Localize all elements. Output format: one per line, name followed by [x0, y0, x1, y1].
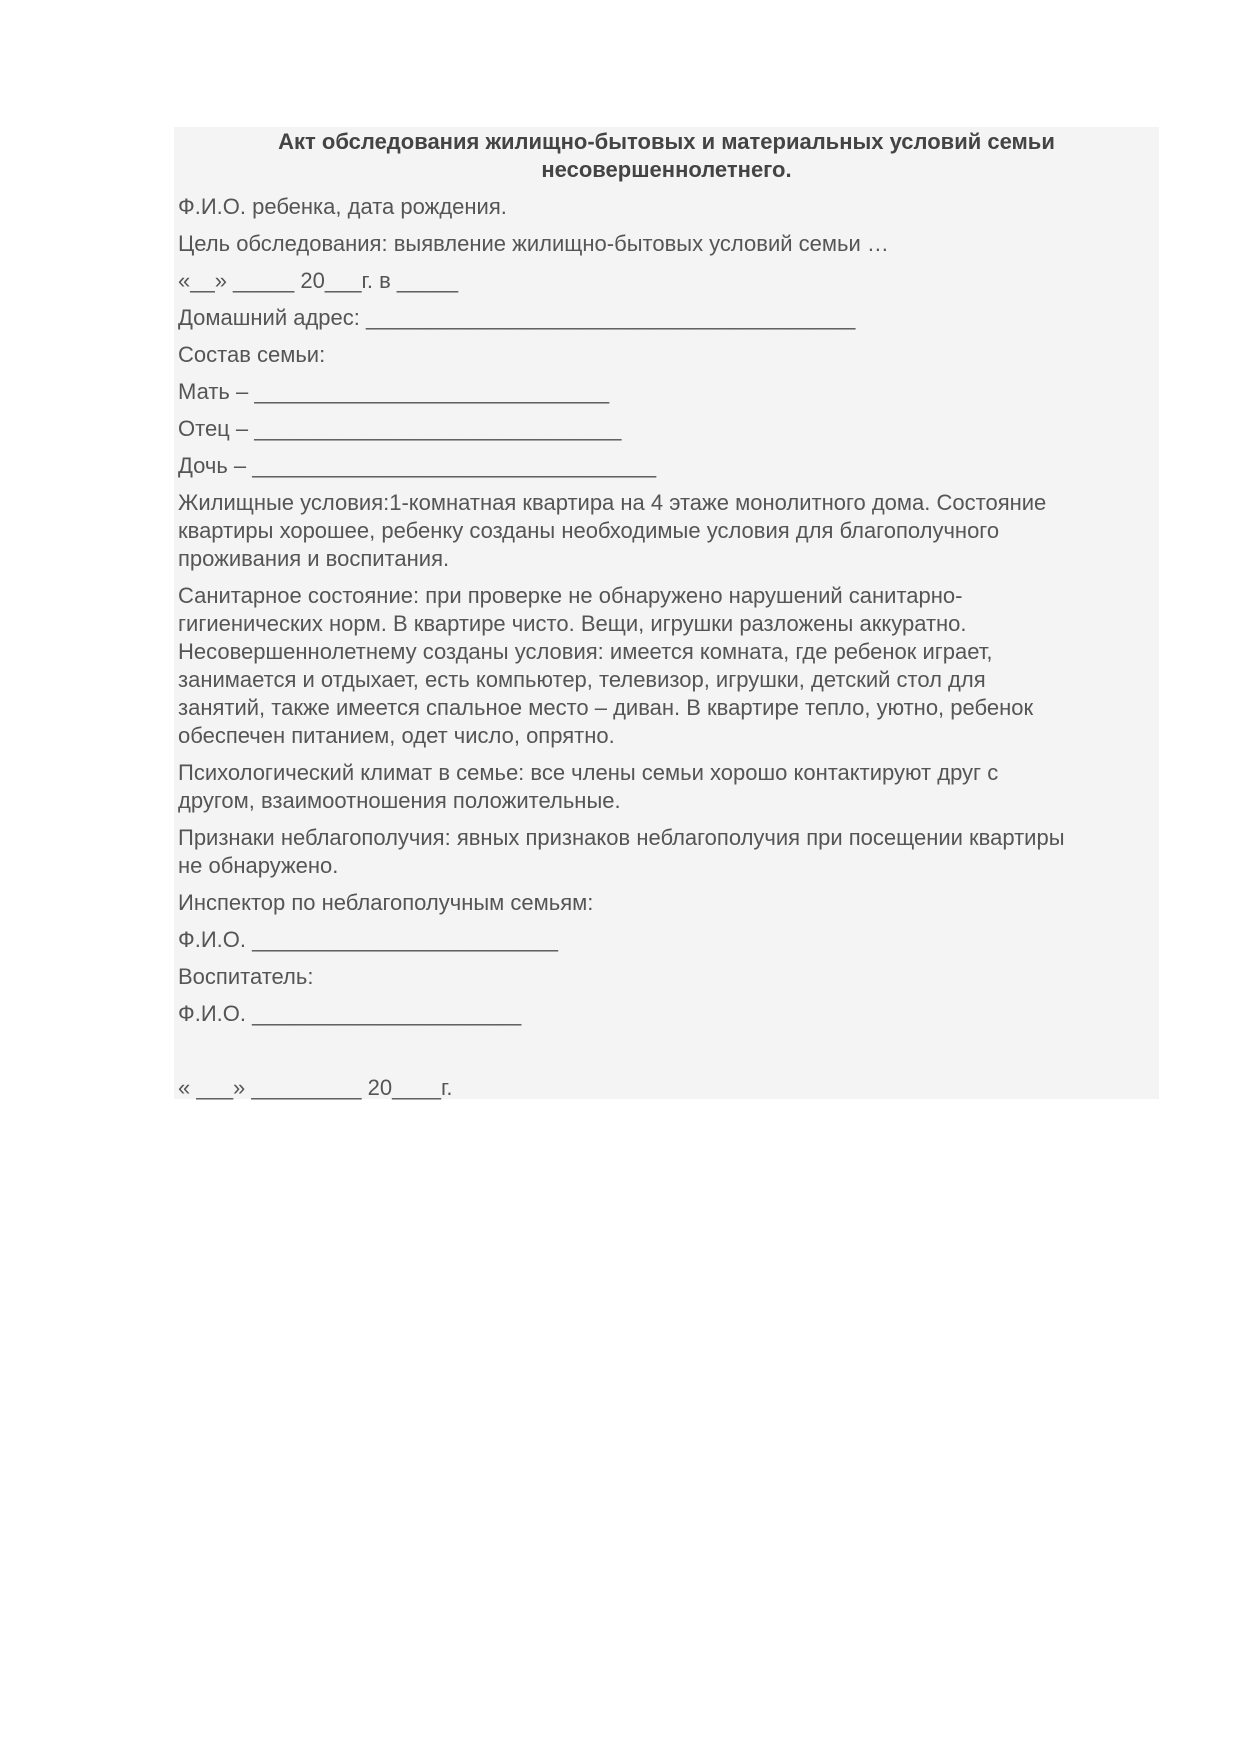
- sanitary-condition-line: гигиенических норм. В квартире чисто. Вещи, игрушки разложены аккуратно.: [178, 611, 967, 636]
- educator-heading: Воспитатель:: [178, 964, 314, 989]
- psychological-climate-line: другом, взаимоотношения положительные.: [178, 788, 621, 813]
- distress-signs-line: не обнаружено.: [178, 853, 339, 878]
- distress-signs-paragraph: [174, 824, 1159, 880]
- distress-signs-line: Признаки неблагополучия: явных признаков неблагополучия при посещении квартиры: [178, 825, 1065, 850]
- family-father: Отец – ______________________________: [178, 416, 622, 441]
- survey-date-place: «__» _____ 20___г. в _____: [178, 268, 459, 293]
- living-conditions-line: квартиры хорошее, ребенку созданы необходимые условия для благополучного: [178, 518, 1000, 543]
- home-address: Домашний адрес: ________________________________________: [178, 305, 856, 330]
- title-line-2: несовершеннолетнего.: [541, 157, 792, 182]
- sanitary-condition-line: Санитарное состояние: при проверке не обнаружено нарушений санитарно-: [178, 583, 963, 608]
- inspector-name-field: Ф.И.О. _________________________: [178, 927, 558, 952]
- sanitary-condition-line: обеспечен питанием, одет число, опрятно.: [178, 723, 615, 748]
- family-daughter: Дочь – _________________________________: [178, 453, 657, 478]
- educator-name-field: Ф.И.О. ______________________: [178, 1001, 522, 1026]
- title-line-1: Акт обследования жилищно-бытовых и материальных условий семьи: [278, 129, 1055, 154]
- inspector-heading: Инспектор по неблагополучным семьям:: [178, 890, 594, 915]
- survey-purpose: Цель обследования: выявление жилищно-бытовых условий семьи …: [178, 231, 889, 256]
- sanitary-condition-paragraph: [174, 582, 1159, 750]
- living-conditions-paragraph: [174, 489, 1159, 573]
- psychological-climate-paragraph: [174, 759, 1159, 815]
- psychological-climate-line: Психологический климат в семье: все члены семьи хорошо контактируют друг с: [178, 760, 999, 785]
- sanitary-condition-line: занимается и отдыхает, есть компьютер, телевизор, игрушки, детский стол для: [178, 667, 986, 692]
- sanitary-condition-line: занятий, также имеется спальное место – диван. В квартире тепло, уютно, ребенок: [178, 695, 1034, 720]
- living-conditions-line: проживания и воспитания.: [178, 546, 450, 571]
- signoff-date: « ___» _________ 20____г.: [178, 1075, 453, 1100]
- family-composition-heading: Состав семьи:: [178, 342, 326, 367]
- document-title: [174, 127, 1159, 184]
- sanitary-condition-line: Несовершеннолетнему созданы условия: имеется комната, где ребенок играет,: [178, 639, 993, 664]
- document-block: [174, 127, 1159, 1099]
- living-conditions-line: Жилищные условия:1-комнатная квартира на 4 этаже монолитного дома. Состояние: [178, 490, 1047, 515]
- family-mother: Мать – _____________________________: [178, 379, 610, 404]
- child-name-birthdate: Ф.И.О. ребенка, дата рождения.: [178, 194, 507, 219]
